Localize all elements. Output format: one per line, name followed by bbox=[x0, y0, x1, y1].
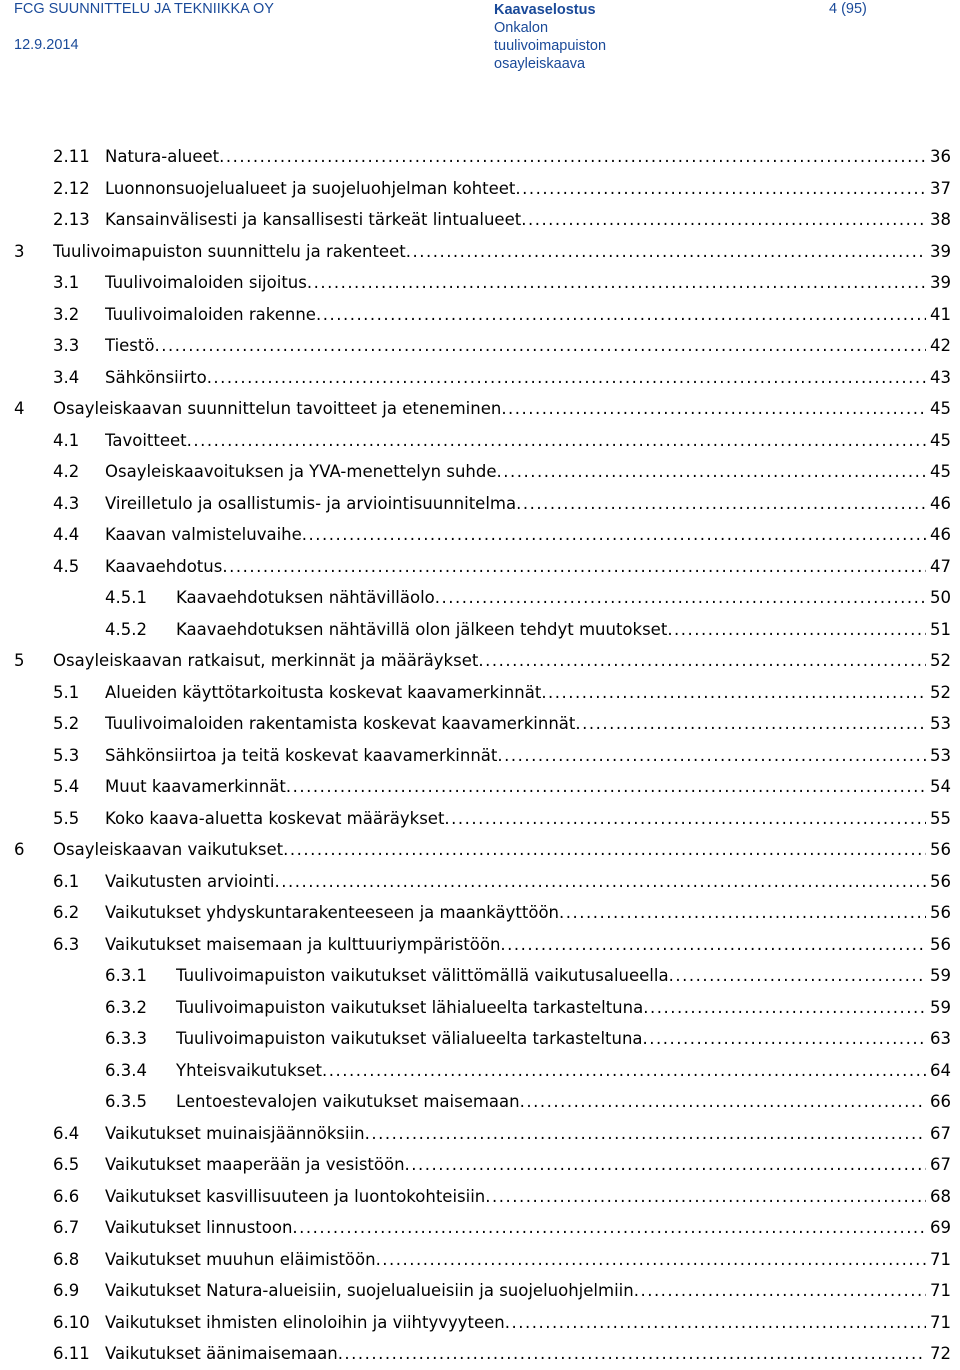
toc-entry-line bbox=[105, 1118, 951, 1150]
toc-entry-title: Yhteisvaikutukset bbox=[176, 1060, 323, 1080]
toc-dot-leader bbox=[669, 960, 926, 992]
toc-entry-title: Osayleiskaavan suunnittelun tavoitteet ja eteneminen bbox=[53, 399, 502, 418]
toc-entry-page: 50 bbox=[930, 588, 951, 607]
toc-dot-leader bbox=[516, 488, 926, 520]
toc-entry-page: 52 bbox=[930, 682, 951, 702]
toc-entry-number: 2.12 bbox=[53, 178, 90, 198]
toc-entry-title: Tuulivoimapuiston suunnittelu ja rakenteet bbox=[53, 241, 406, 261]
toc-entry-number: 5.5 bbox=[53, 808, 80, 828]
toc-entry-page: 39 bbox=[930, 241, 951, 261]
toc-entry-number: 4.4 bbox=[53, 525, 80, 544]
toc-entry[interactable] bbox=[0, 1181, 960, 1213]
toc-entry-line bbox=[105, 677, 951, 709]
toc-dot-leader bbox=[154, 330, 926, 362]
toc-entry[interactable] bbox=[0, 551, 960, 583]
toc-entry-number: 4.5.2 bbox=[105, 619, 147, 639]
toc-entry-number: 2.13 bbox=[53, 210, 90, 229]
toc-entry-line bbox=[105, 204, 951, 236]
toc-entry-title: Tavoitteet bbox=[105, 430, 187, 450]
toc-dot-leader bbox=[307, 267, 926, 299]
page-header bbox=[0, 0, 960, 80]
toc-dot-leader bbox=[521, 204, 926, 236]
toc-entry-page: 52 bbox=[930, 651, 951, 670]
toc-entry[interactable] bbox=[0, 1086, 960, 1118]
toc-entry-line bbox=[53, 834, 951, 866]
toc-entry-number: 6.3.1 bbox=[105, 966, 147, 985]
toc-entry-line bbox=[105, 1338, 951, 1370]
toc-entry-page: 51 bbox=[930, 619, 951, 639]
toc-dot-leader bbox=[643, 992, 926, 1024]
toc-entry-line bbox=[105, 740, 951, 772]
toc-entry-title: Kaavaehdotuksen nähtävilläolo bbox=[176, 588, 435, 607]
toc-entry[interactable] bbox=[0, 960, 960, 992]
toc-entry[interactable] bbox=[0, 614, 960, 646]
toc-entry[interactable] bbox=[0, 771, 960, 803]
toc-entry-line bbox=[53, 393, 951, 425]
toc-entry[interactable] bbox=[0, 330, 960, 362]
toc-entry-line bbox=[53, 236, 951, 268]
toc-entry-title: Koko kaava-aluetta koskevat määräykset bbox=[105, 808, 445, 828]
toc-entry-page: 68 bbox=[930, 1186, 951, 1206]
toc-entry-page: 46 bbox=[930, 493, 951, 513]
toc-entry-line bbox=[105, 1275, 951, 1307]
toc-entry-title: Lentoestevalojen vaikutukset maisemaan bbox=[176, 1092, 520, 1111]
toc-entry-title: Natura-alueet bbox=[105, 147, 220, 166]
toc-dot-leader bbox=[505, 1307, 926, 1339]
toc-entry-line bbox=[176, 582, 951, 614]
toc-entry-page: 53 bbox=[930, 745, 951, 765]
toc-entry-line bbox=[105, 1212, 951, 1244]
toc-entry-number: 6.3.5 bbox=[105, 1092, 147, 1111]
toc-entry[interactable] bbox=[0, 834, 960, 866]
toc-entry-number: 6.10 bbox=[53, 1312, 90, 1332]
toc-entry-title: Muut kaavamerkinnät bbox=[105, 777, 286, 796]
toc-entry-line bbox=[105, 299, 951, 331]
toc-entry-number: 5.3 bbox=[53, 745, 80, 765]
toc-entry[interactable] bbox=[0, 519, 960, 551]
toc-entry-title: Vaikutusten arviointi bbox=[105, 871, 275, 891]
toc-dot-leader bbox=[292, 1212, 926, 1244]
toc-entry-line bbox=[105, 771, 951, 803]
toc-entry-page: 63 bbox=[930, 1029, 951, 1048]
toc-entry-line bbox=[105, 897, 951, 929]
toc-entry-title: Tuulivoimaloiden rakenne bbox=[105, 304, 316, 324]
toc-entry-title: Osayleiskaavan ratkaisut, merkinnät ja määräykset bbox=[53, 651, 479, 670]
toc-entry[interactable] bbox=[0, 992, 960, 1024]
toc-entry-number: 2.11 bbox=[53, 147, 90, 166]
toc-dot-leader bbox=[275, 866, 927, 898]
toc-entry-number: 6.3.3 bbox=[105, 1029, 147, 1048]
company-name: FCG SUUNNITTELU JA TEKNIIKKA OY bbox=[14, 1, 274, 17]
toc-entry-title: Tiestö bbox=[105, 336, 155, 355]
toc-entry-title: Tuulivoimaloiden rakentamista koskevat kaavamerkinnät bbox=[105, 714, 576, 733]
toc-entry-number: 6.3.4 bbox=[105, 1060, 147, 1080]
document-subtitle-line: tuulivoimapuiston bbox=[494, 38, 607, 54]
toc-entry-line bbox=[105, 929, 951, 961]
toc-entry[interactable] bbox=[0, 362, 960, 394]
toc-entry-page: 67 bbox=[930, 1123, 951, 1143]
toc-entry-number: 6.11 bbox=[53, 1344, 90, 1363]
toc-entry-number: 6.2 bbox=[53, 903, 80, 922]
toc-dot-leader bbox=[322, 1055, 926, 1087]
toc-dot-leader bbox=[207, 362, 926, 394]
toc-entry-number: 4.2 bbox=[53, 462, 80, 481]
toc-entry[interactable] bbox=[0, 393, 960, 425]
toc-entry-title: Vaikutukset maisemaan ja kulttuuriympäristöön bbox=[105, 934, 501, 954]
toc-entry-title: Luonnonsuojelualueet ja suojeluohjelman kohteet bbox=[105, 178, 516, 198]
document-title: Kaavaselostus bbox=[494, 2, 596, 18]
toc-entry-number: 4 bbox=[14, 399, 25, 418]
toc-entry-line bbox=[105, 1307, 951, 1339]
toc-entry-title: Vaikutukset ihmisten elinoloihin ja viihtyvyyteen bbox=[105, 1312, 505, 1332]
toc-entry-number: 3.3 bbox=[53, 336, 80, 355]
toc-dot-leader bbox=[286, 771, 926, 803]
toc-entry-line bbox=[105, 551, 951, 583]
toc-entry-page: 54 bbox=[930, 777, 951, 796]
toc-entry-line bbox=[105, 267, 951, 299]
toc-dot-leader bbox=[667, 614, 926, 646]
toc-entry[interactable] bbox=[0, 645, 960, 677]
toc-entry-page: 55 bbox=[930, 808, 951, 828]
toc-entry-title: Vaikutukset Natura-alueisiin, suojelualueisiin ja suojeluohjelmiin bbox=[105, 1281, 634, 1300]
toc-dot-leader bbox=[496, 456, 926, 488]
toc-entry-title: Vaikutukset kasvillisuuteen ja luontokohteisiin bbox=[105, 1186, 486, 1206]
toc-entry-title: Vireilletulo ja osallistumis- ja arviointisuunnitelma bbox=[105, 493, 517, 513]
toc-entry[interactable] bbox=[0, 425, 960, 457]
toc-entry-page: 36 bbox=[930, 147, 951, 166]
toc-entry[interactable] bbox=[0, 1338, 960, 1370]
toc-entry-line bbox=[105, 488, 951, 520]
toc-entry-line bbox=[176, 614, 951, 646]
toc-entry-number: 4.1 bbox=[53, 430, 80, 450]
toc-entry-page: 56 bbox=[930, 934, 951, 954]
toc-entry[interactable] bbox=[0, 1275, 960, 1307]
toc-entry-page: 59 bbox=[930, 997, 951, 1017]
toc-dot-leader bbox=[501, 393, 926, 425]
toc-entry[interactable] bbox=[0, 299, 960, 331]
toc-entry-number: 4.5 bbox=[53, 556, 80, 576]
toc-entry-page: 64 bbox=[930, 1060, 951, 1080]
toc-entry-page: 66 bbox=[930, 1092, 951, 1111]
toc-dot-leader bbox=[500, 929, 926, 961]
toc-entry-number: 5.4 bbox=[53, 777, 80, 796]
toc-entry-page: 72 bbox=[930, 1344, 951, 1363]
toc-entry-number: 6.3 bbox=[53, 934, 80, 954]
toc-entry[interactable] bbox=[0, 1149, 960, 1181]
toc-entry-line bbox=[176, 960, 951, 992]
toc-entry-page: 56 bbox=[930, 840, 951, 859]
toc-entry-line bbox=[105, 803, 951, 835]
toc-dot-leader bbox=[302, 519, 926, 551]
toc-dot-leader bbox=[485, 1181, 926, 1213]
toc-entry-page: 71 bbox=[930, 1281, 951, 1300]
toc-dot-leader bbox=[376, 1244, 926, 1276]
toc-entry[interactable] bbox=[0, 582, 960, 614]
toc-entry-line bbox=[53, 645, 951, 677]
toc-entry-number: 6.3.2 bbox=[105, 997, 147, 1017]
toc-entry-number: 6.8 bbox=[53, 1249, 80, 1269]
toc-entry-title: Vaikutukset äänimaisemaan bbox=[105, 1344, 338, 1363]
toc-dot-leader bbox=[316, 299, 926, 331]
toc-dot-leader bbox=[338, 1338, 926, 1370]
toc-entry-title: Sähkönsiirto bbox=[105, 367, 207, 387]
toc-entry[interactable] bbox=[0, 1055, 960, 1087]
toc-entry-number: 3.2 bbox=[53, 304, 80, 324]
toc-entry-page: 45 bbox=[930, 399, 951, 418]
toc-entry[interactable] bbox=[0, 740, 960, 772]
document-subtitle-line: Onkalon bbox=[494, 20, 549, 36]
toc-entry[interactable] bbox=[0, 456, 960, 488]
toc-entry-page: 37 bbox=[930, 178, 951, 198]
toc-entry[interactable] bbox=[0, 488, 960, 520]
toc-entry-title: Tuulivoimaloiden sijoitus bbox=[105, 273, 307, 292]
toc-entry-line bbox=[105, 141, 951, 173]
toc-entry-page: 71 bbox=[930, 1312, 951, 1332]
toc-entry[interactable] bbox=[0, 1023, 960, 1055]
toc-entry-number: 6 bbox=[14, 840, 25, 859]
toc-entry-title: Kaavan valmisteluvaihe bbox=[105, 525, 302, 544]
toc-entry-page: 45 bbox=[930, 462, 951, 481]
toc-entry-title: Vaikutukset muuhun eläimistöön bbox=[105, 1249, 376, 1269]
toc-dot-leader bbox=[405, 1149, 926, 1181]
toc-entry-page: 45 bbox=[930, 430, 951, 450]
toc-dot-leader bbox=[497, 740, 926, 772]
toc-entry-number: 6.5 bbox=[53, 1155, 80, 1174]
toc-entry-number: 5.2 bbox=[53, 714, 80, 733]
toc-entry-title: Alueiden käyttötarkoitusta koskevat kaavamerkinnät bbox=[105, 682, 542, 702]
toc-dot-leader bbox=[643, 1023, 926, 1055]
toc-dot-leader bbox=[283, 834, 926, 866]
toc-entry-page: 46 bbox=[930, 525, 951, 544]
toc-entry[interactable] bbox=[0, 1307, 960, 1339]
toc-entry-line bbox=[105, 362, 951, 394]
toc-entry-line bbox=[105, 456, 951, 488]
toc-entry-title: Tuulivoimapuiston vaikutukset välittömällä vaikutusalueella bbox=[176, 966, 669, 985]
toc-entry-page: 38 bbox=[930, 210, 951, 229]
toc-entry[interactable] bbox=[0, 236, 960, 268]
toc-entry[interactable] bbox=[0, 204, 960, 236]
toc-entry-title: Tuulivoimapuiston vaikutukset lähialueelta tarkasteltuna bbox=[176, 997, 644, 1017]
toc-entry[interactable] bbox=[0, 677, 960, 709]
toc-entry-page: 56 bbox=[930, 871, 951, 891]
toc-entry-page: 53 bbox=[930, 714, 951, 733]
toc-entry-line bbox=[105, 425, 951, 457]
toc-entry-title: Kaavaehdotus bbox=[105, 556, 223, 576]
toc-entry-number: 3 bbox=[14, 241, 25, 261]
toc-entry-page: 41 bbox=[930, 304, 951, 324]
toc-entry[interactable] bbox=[0, 141, 960, 173]
toc-entry-title: Kaavaehdotuksen nähtävillä olon jälkeen tehdyt muutokset bbox=[176, 619, 668, 639]
toc-entry-title: Vaikutukset linnustoon bbox=[105, 1218, 293, 1237]
toc-dot-leader bbox=[559, 897, 926, 929]
toc-entry-number: 4.3 bbox=[53, 493, 80, 513]
toc-entry-page: 69 bbox=[930, 1218, 951, 1237]
toc-entry-number: 3.1 bbox=[53, 273, 80, 292]
toc-entry[interactable] bbox=[0, 897, 960, 929]
toc-entry-line bbox=[105, 866, 951, 898]
toc-entry-page: 67 bbox=[930, 1155, 951, 1174]
toc-dot-leader bbox=[520, 1086, 926, 1118]
toc-entry[interactable] bbox=[0, 1244, 960, 1276]
toc-entry-number: 4.5.1 bbox=[105, 588, 147, 607]
toc-entry-title: Vaikutukset muinaisjäännöksiin bbox=[105, 1123, 365, 1143]
toc-entry-line bbox=[176, 992, 951, 1024]
toc-dot-leader bbox=[634, 1275, 926, 1307]
toc-entry[interactable] bbox=[0, 173, 960, 205]
toc-entry-page: 42 bbox=[930, 336, 951, 355]
toc-entry-number: 6.1 bbox=[53, 871, 80, 891]
page-number: 4 (95) bbox=[829, 1, 867, 17]
toc-dot-leader bbox=[478, 645, 926, 677]
toc-entry-page: 47 bbox=[930, 556, 951, 576]
toc-entry[interactable] bbox=[0, 929, 960, 961]
document-title-block bbox=[494, 1, 694, 73]
toc-dot-leader bbox=[187, 425, 926, 457]
toc-entry-title: Osayleiskaavan vaikutukset bbox=[53, 840, 284, 859]
toc-dot-leader bbox=[222, 551, 926, 583]
toc-entry-title: Osayleiskaavoituksen ja YVA-menettelyn suhde bbox=[105, 462, 497, 481]
toc-entry[interactable] bbox=[0, 1118, 960, 1150]
toc-entry-line bbox=[105, 1181, 951, 1213]
toc-dot-leader bbox=[365, 1118, 926, 1150]
toc-entry-page: 71 bbox=[930, 1249, 951, 1269]
toc-entry[interactable] bbox=[0, 267, 960, 299]
toc-entry-title: Kansainvälisesti ja kansallisesti tärkeät lintualueet bbox=[105, 210, 522, 229]
document-date: 12.9.2014 bbox=[14, 37, 79, 53]
toc-entry-number: 6.6 bbox=[53, 1186, 80, 1206]
toc-entry-number: 6.9 bbox=[53, 1281, 80, 1300]
toc-entry-page: 39 bbox=[930, 273, 951, 292]
toc-entry-title: Vaikutukset maaperään ja vesistöön bbox=[105, 1155, 405, 1174]
toc-dot-leader bbox=[444, 803, 926, 835]
toc-entry-line bbox=[105, 330, 951, 362]
toc-entry-number: 6.7 bbox=[53, 1218, 80, 1237]
toc-entry-line bbox=[105, 519, 951, 551]
toc-entry-title: Sähkönsiirtoa ja teitä koskevat kaavamerkinnät bbox=[105, 745, 498, 765]
toc-dot-leader bbox=[541, 677, 926, 709]
toc-entry-page: 59 bbox=[930, 966, 951, 985]
toc-entry[interactable] bbox=[0, 803, 960, 835]
toc-entry-title: Vaikutukset yhdyskuntarakenteeseen ja maankäyttöön bbox=[105, 903, 560, 922]
toc-dot-leader bbox=[406, 236, 926, 268]
toc-entry-line bbox=[105, 173, 951, 205]
toc-entry-page: 43 bbox=[930, 367, 951, 387]
toc-dot-leader bbox=[575, 708, 926, 740]
toc-entry-number: 5 bbox=[14, 651, 25, 670]
toc-entry-line bbox=[105, 1244, 951, 1276]
toc-dot-leader bbox=[435, 582, 926, 614]
toc-entry-line bbox=[176, 1055, 951, 1087]
toc-entry-line bbox=[105, 1149, 951, 1181]
toc-entry-page: 56 bbox=[930, 903, 951, 922]
toc-entry-number: 3.4 bbox=[53, 367, 80, 387]
toc-entry[interactable] bbox=[0, 1212, 960, 1244]
document-subtitle-line: osayleiskaava bbox=[494, 56, 586, 72]
toc-entry-line bbox=[176, 1086, 951, 1118]
toc-entry-line bbox=[105, 708, 951, 740]
toc-dot-leader bbox=[515, 173, 926, 205]
toc-entry-title: Tuulivoimapuiston vaikutukset välialueelta tarkasteltuna bbox=[176, 1029, 643, 1048]
toc-entry-number: 6.4 bbox=[53, 1123, 80, 1143]
toc-entry-line bbox=[176, 1023, 951, 1055]
toc-dot-leader bbox=[219, 141, 926, 173]
toc-entry-number: 5.1 bbox=[53, 682, 80, 702]
toc-entry[interactable] bbox=[0, 708, 960, 740]
toc-entry[interactable] bbox=[0, 866, 960, 898]
